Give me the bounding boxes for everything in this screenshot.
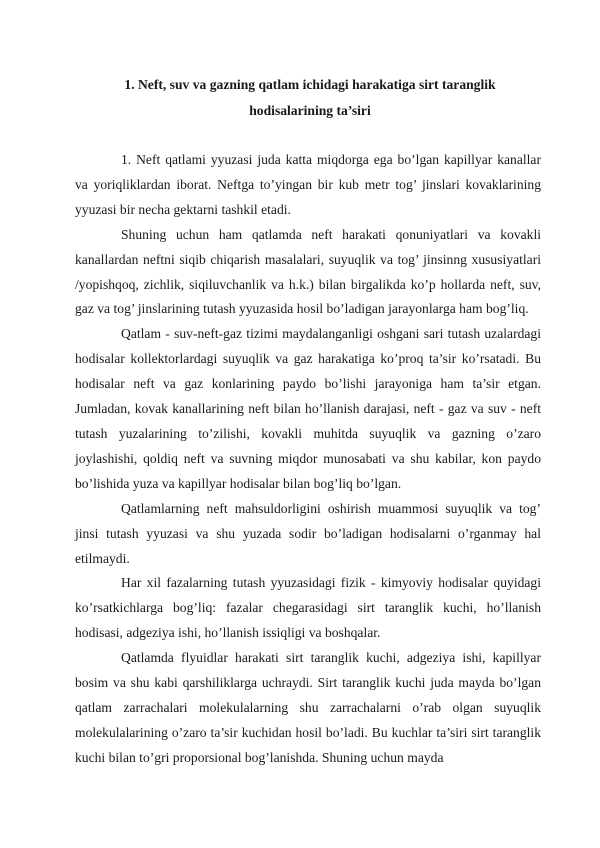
- paragraph-6: Qatlamda flyuidlar harakati sirt taranglik kuchi, adgeziya ishi, kapillyar bosim va shu kabi qarshiliklarga uchraydi. Sirt taranglik kuchi juda mayda bo’lgan qatlam zarrachalari molekulalarning shu zarrachalarni o’rab olgan suyuqlik molekulalarining o’zaro ta’sir kuchidan hosil bo’ladi. Bu kuchlar ta’siri sirt taranglik kuchi bilan to’gri proporsional bog’lanishda. Shuning uchun mayda: [75, 650, 541, 765]
- paragraph-5: Har xil fazalarning tutash yyuzasidagi fizik - kimyoviy hodisalar quyidagi ko’rsatkichlarga bog’liq: fazalar chegarasidagi sirt taranglik kuchi, ho’llanish hodisasi, adgeziya ishi, ho’llanish issiqligi va boshqalar.: [75, 575, 541, 641]
- title-line-1: 1. Neft, suv va gazning qatlam ichidagi harakatiga sirt taranglik: [124, 77, 496, 92]
- paragraph-1: 1. Neft qatlami yyuzasi juda katta miqdorga ega bo’lgan kapillyar kanallar va yoriqliklardan iborat. Neftga to’yingan bir kub metr tog’ jinslari kovaklarining yyuzasi bir necha gektarni tashkil etadi.: [75, 152, 541, 217]
- paragraph-2: Shuning uchun ham qatlamda neft harakati qonuniyatlari va kovakli kanallardan neftni siqib chiqarish masalalari, suyuqlik va tog’ jinsinng xususiyatlari /yopishqoq, zichlik, siqiluvchanlik va h.k.) bilan birgalikda ko’p hollarda neft, suv, gaz va tog’ jinslarining tutash yyuzasida hosil bo’ladigan jarayonlarga ham bog’liq.: [75, 226, 541, 317]
- title-line-2: hodisalarining ta’siri: [249, 103, 371, 118]
- paragraph-4: Qatlamlarning neft mahsuldorligini oshirish muammosi suyuqlik va tog’ jinsi tutash yyuzasi va shu yuzada sodir bo’ladigan hodisalarni o’rganmay hal etilmaydi.: [75, 500, 541, 566]
- paragraph-3: Qatlam - suv-neft-gaz tizimi maydalanganligi oshgani sari tutash uzalardagi hodisalar kollektorlardagi suyuqlik va gaz harakatiga ko’proq ta’sir ko’rsatadi. Bu hodisalar neft va gaz konlarining paydo bo’lishi jarayoniga ham ta’sir etgan. Jumladan, kovak kanallarining neft bilan ho’llanish darajasi, neft - gaz va suv - neft tutash yuzalarining to’zilishi, kovakli muhitda suyuqlik va gazning o’zaro joylashishi, qoldiq neft va suvning miqdor munosabati va shu kabilar, kon paydo bo’lishida yuza va kapillyar hodisalar bilan bog’liq bo’lgan.: [75, 326, 541, 491]
- document-title: [80, 72, 540, 124]
- document-body: [75, 148, 541, 771]
